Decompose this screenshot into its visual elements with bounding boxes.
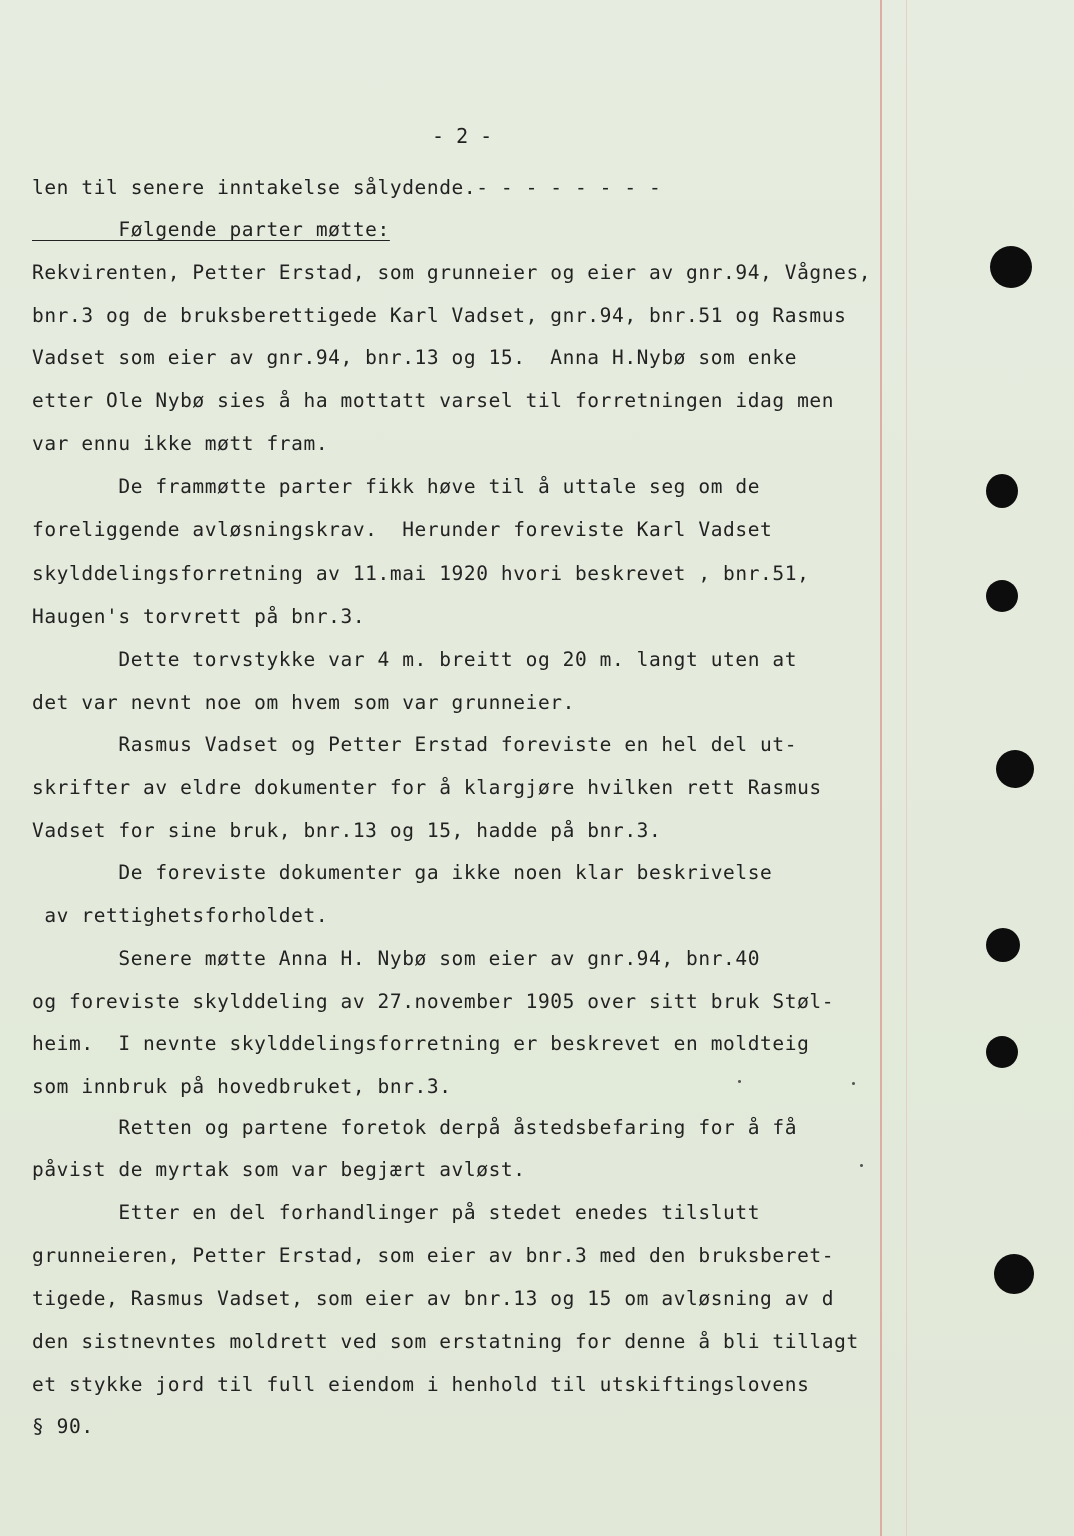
speck: [738, 1080, 741, 1083]
text-line: bnr.3 og de bruksberettigede Karl Vadset, gnr.94, bnr.51 og Rasmus: [32, 304, 847, 327]
text-line: De frammøtte parter fikk høve til å uttale seg om de: [32, 475, 761, 498]
text-line: tigede, Rasmus Vadset, som eier av bnr.13 og 15 om avløsning av d: [32, 1287, 835, 1310]
text-line: den sistnevntes moldrett ved som erstatning for denne å bli tillagt: [32, 1330, 859, 1353]
text-line: grunneieren, Petter Erstad, som eier av bnr.3 med den bruksberet-: [32, 1244, 835, 1267]
text-line: av rettighetsforholdet.: [32, 904, 329, 927]
speck: [852, 1082, 855, 1085]
speck: [860, 1164, 863, 1167]
punch-hole-icon: [994, 1254, 1034, 1294]
text-line: skrifter av eldre dokumenter for å klargjøre hvilken rett Rasmus: [32, 776, 822, 799]
text-line: et stykke jord til full eiendom i henhold til utskiftingslovens: [32, 1373, 810, 1396]
punch-hole-icon: [986, 928, 1020, 962]
text-line: § 90.: [32, 1415, 94, 1438]
text-line: heim. I nevnte skylddelingsforretning er beskrevet en moldteig: [32, 1032, 810, 1055]
text-line: Vadset for sine bruk, bnr.13 og 15, hadde på bnr.3.: [32, 819, 662, 842]
page-number: - 2 -: [432, 124, 493, 148]
text-line: Etter en del forhandlinger på stedet enedes tilslutt: [32, 1201, 761, 1224]
text-line: De foreviste dokumenter ga ikke noen klar beskrivelse: [32, 861, 773, 884]
text-line: var ennu ikke møtt fram.: [32, 432, 329, 455]
text-line: Vadset som eier av gnr.94, bnr.13 og 15. Anna H.Nybø som enke: [32, 346, 798, 369]
text-line: len til senere inntakelse sålydende.- - - - - - - -: [32, 176, 662, 199]
section-heading: Følgende parter møtte:: [32, 218, 390, 241]
text-line: foreliggende avløsningskrav. Herunder foreviste Karl Vadset: [32, 518, 773, 541]
text-line: og foreviste skylddeling av 27.november 1905 over sitt bruk Støl-: [32, 990, 835, 1013]
text-line: Haugen's torvrett på bnr.3.: [32, 605, 366, 628]
text-line: skylddelingsforretning av 11.mai 1920 hvori beskrevet , bnr.51,: [32, 562, 810, 585]
text-line: påvist de myrtak som var begjært avløst.: [32, 1158, 526, 1181]
text-line: som innbruk på hovedbruket, bnr.3.: [32, 1075, 452, 1098]
margin-rule-faint: [906, 0, 907, 1536]
text-line: Rekvirenten, Petter Erstad, som grunneier og eier av gnr.94, Vågnes,: [32, 261, 872, 284]
text-line: det var nevnt noe om hvem som var grunneier.: [32, 691, 575, 714]
text-line: etter Ole Nybø sies å ha mottatt varsel til forretningen idag men: [32, 389, 835, 412]
punch-hole-icon: [986, 580, 1018, 612]
punch-hole-icon: [986, 474, 1018, 508]
text-line: Retten og partene foretok derpå åstedsbefaring for å få: [32, 1116, 798, 1139]
text-line: Dette torvstykke var 4 m. breitt og 20 m. langt uten at: [32, 648, 798, 671]
punch-hole-icon: [986, 1036, 1018, 1068]
punch-hole-icon: [996, 750, 1034, 788]
text-line: Senere møtte Anna H. Nybø som eier av gnr.94, bnr.40: [32, 947, 761, 970]
punch-hole-icon: [990, 246, 1032, 288]
text-line: Rasmus Vadset og Petter Erstad foreviste en hel del ut-: [32, 733, 798, 756]
margin-rule: [880, 0, 882, 1536]
